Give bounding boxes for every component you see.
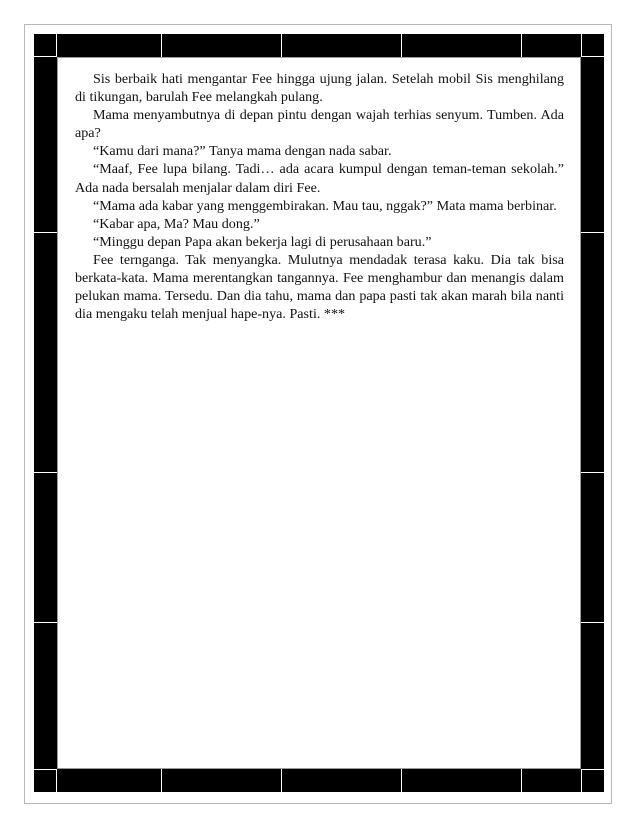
story-paragraph-7: “Minggu depan Papa akan bekerja lagi di perusahaan baru.” xyxy=(93,233,432,250)
frame-tick-bottom-3 xyxy=(281,769,282,792)
story-paragraph-1: Sis berbaik hati mengantar Fee hingga ujung jalan. Setelah mobil Sis menghilang di tikungan, barulah Fee melangkah pulang. xyxy=(75,71,564,106)
frame-tick-top-3 xyxy=(281,34,282,57)
frame-tick-right-1 xyxy=(581,56,604,57)
story-paragraph-4: “Maaf, Fee lupa bilang. Tadi… ada acara kumpul dengan teman-teman sekolah.” Ada nada bersalah menjalar dalam diri Fee. xyxy=(75,161,564,196)
frame-tick-bottom-4 xyxy=(401,769,402,792)
frame-tick-top-4 xyxy=(401,34,402,57)
story-paragraph-6: “Kabar apa, Ma? Mau dong.” xyxy=(93,215,260,232)
frame-tick-right-5 xyxy=(581,769,604,770)
story-paragraph-3: “Kamu dari mana?” Tanya mama dengan nada sabar. xyxy=(93,143,392,160)
frame-tick-bottom-1 xyxy=(56,769,57,792)
frame-tick-left-2 xyxy=(34,232,57,233)
frame-tick-top-5 xyxy=(521,34,522,57)
story-paragraph-2: Mama menyambutnya di depan pintu dengan wajah terhias senyum. Tumben. Ada apa? xyxy=(75,107,564,142)
frame-tick-bottom-2 xyxy=(161,769,162,792)
story-paragraph-5: “Mama ada kabar yang menggembirakan. Mau tau, nggak?” Mata mama berbinar. xyxy=(93,197,557,214)
story-paragraph-8: Fee ternganga. Tak menyangka. Mulutnya mendadak terasa kaku. Dia tak bisa berkata-kata. Mama merentangkan tangannya. Fee menghambur dan menangis dalam pelukan mama. Tersedu. Dan dia tahu, mama dan papa pasti tak akan marah bila nanti dia mengaku telah menjual hape-nya. Pasti. *** xyxy=(75,251,564,323)
frame-tick-right-2 xyxy=(581,232,604,233)
frame-tick-top-6 xyxy=(581,34,582,57)
frame-tick-bottom-5 xyxy=(521,769,522,792)
frame-tick-top-2 xyxy=(161,34,162,57)
frame-tick-left-5 xyxy=(34,769,57,770)
frame-tick-bottom-6 xyxy=(581,769,582,792)
frame-tick-left-4 xyxy=(34,622,57,623)
frame-tick-right-3 xyxy=(581,472,604,473)
frame-tick-left-1 xyxy=(34,56,57,57)
frame-tick-top-1 xyxy=(56,34,57,57)
frame-tick-right-4 xyxy=(581,622,604,623)
frame-tick-left-3 xyxy=(34,472,57,473)
story-text xyxy=(75,70,564,323)
